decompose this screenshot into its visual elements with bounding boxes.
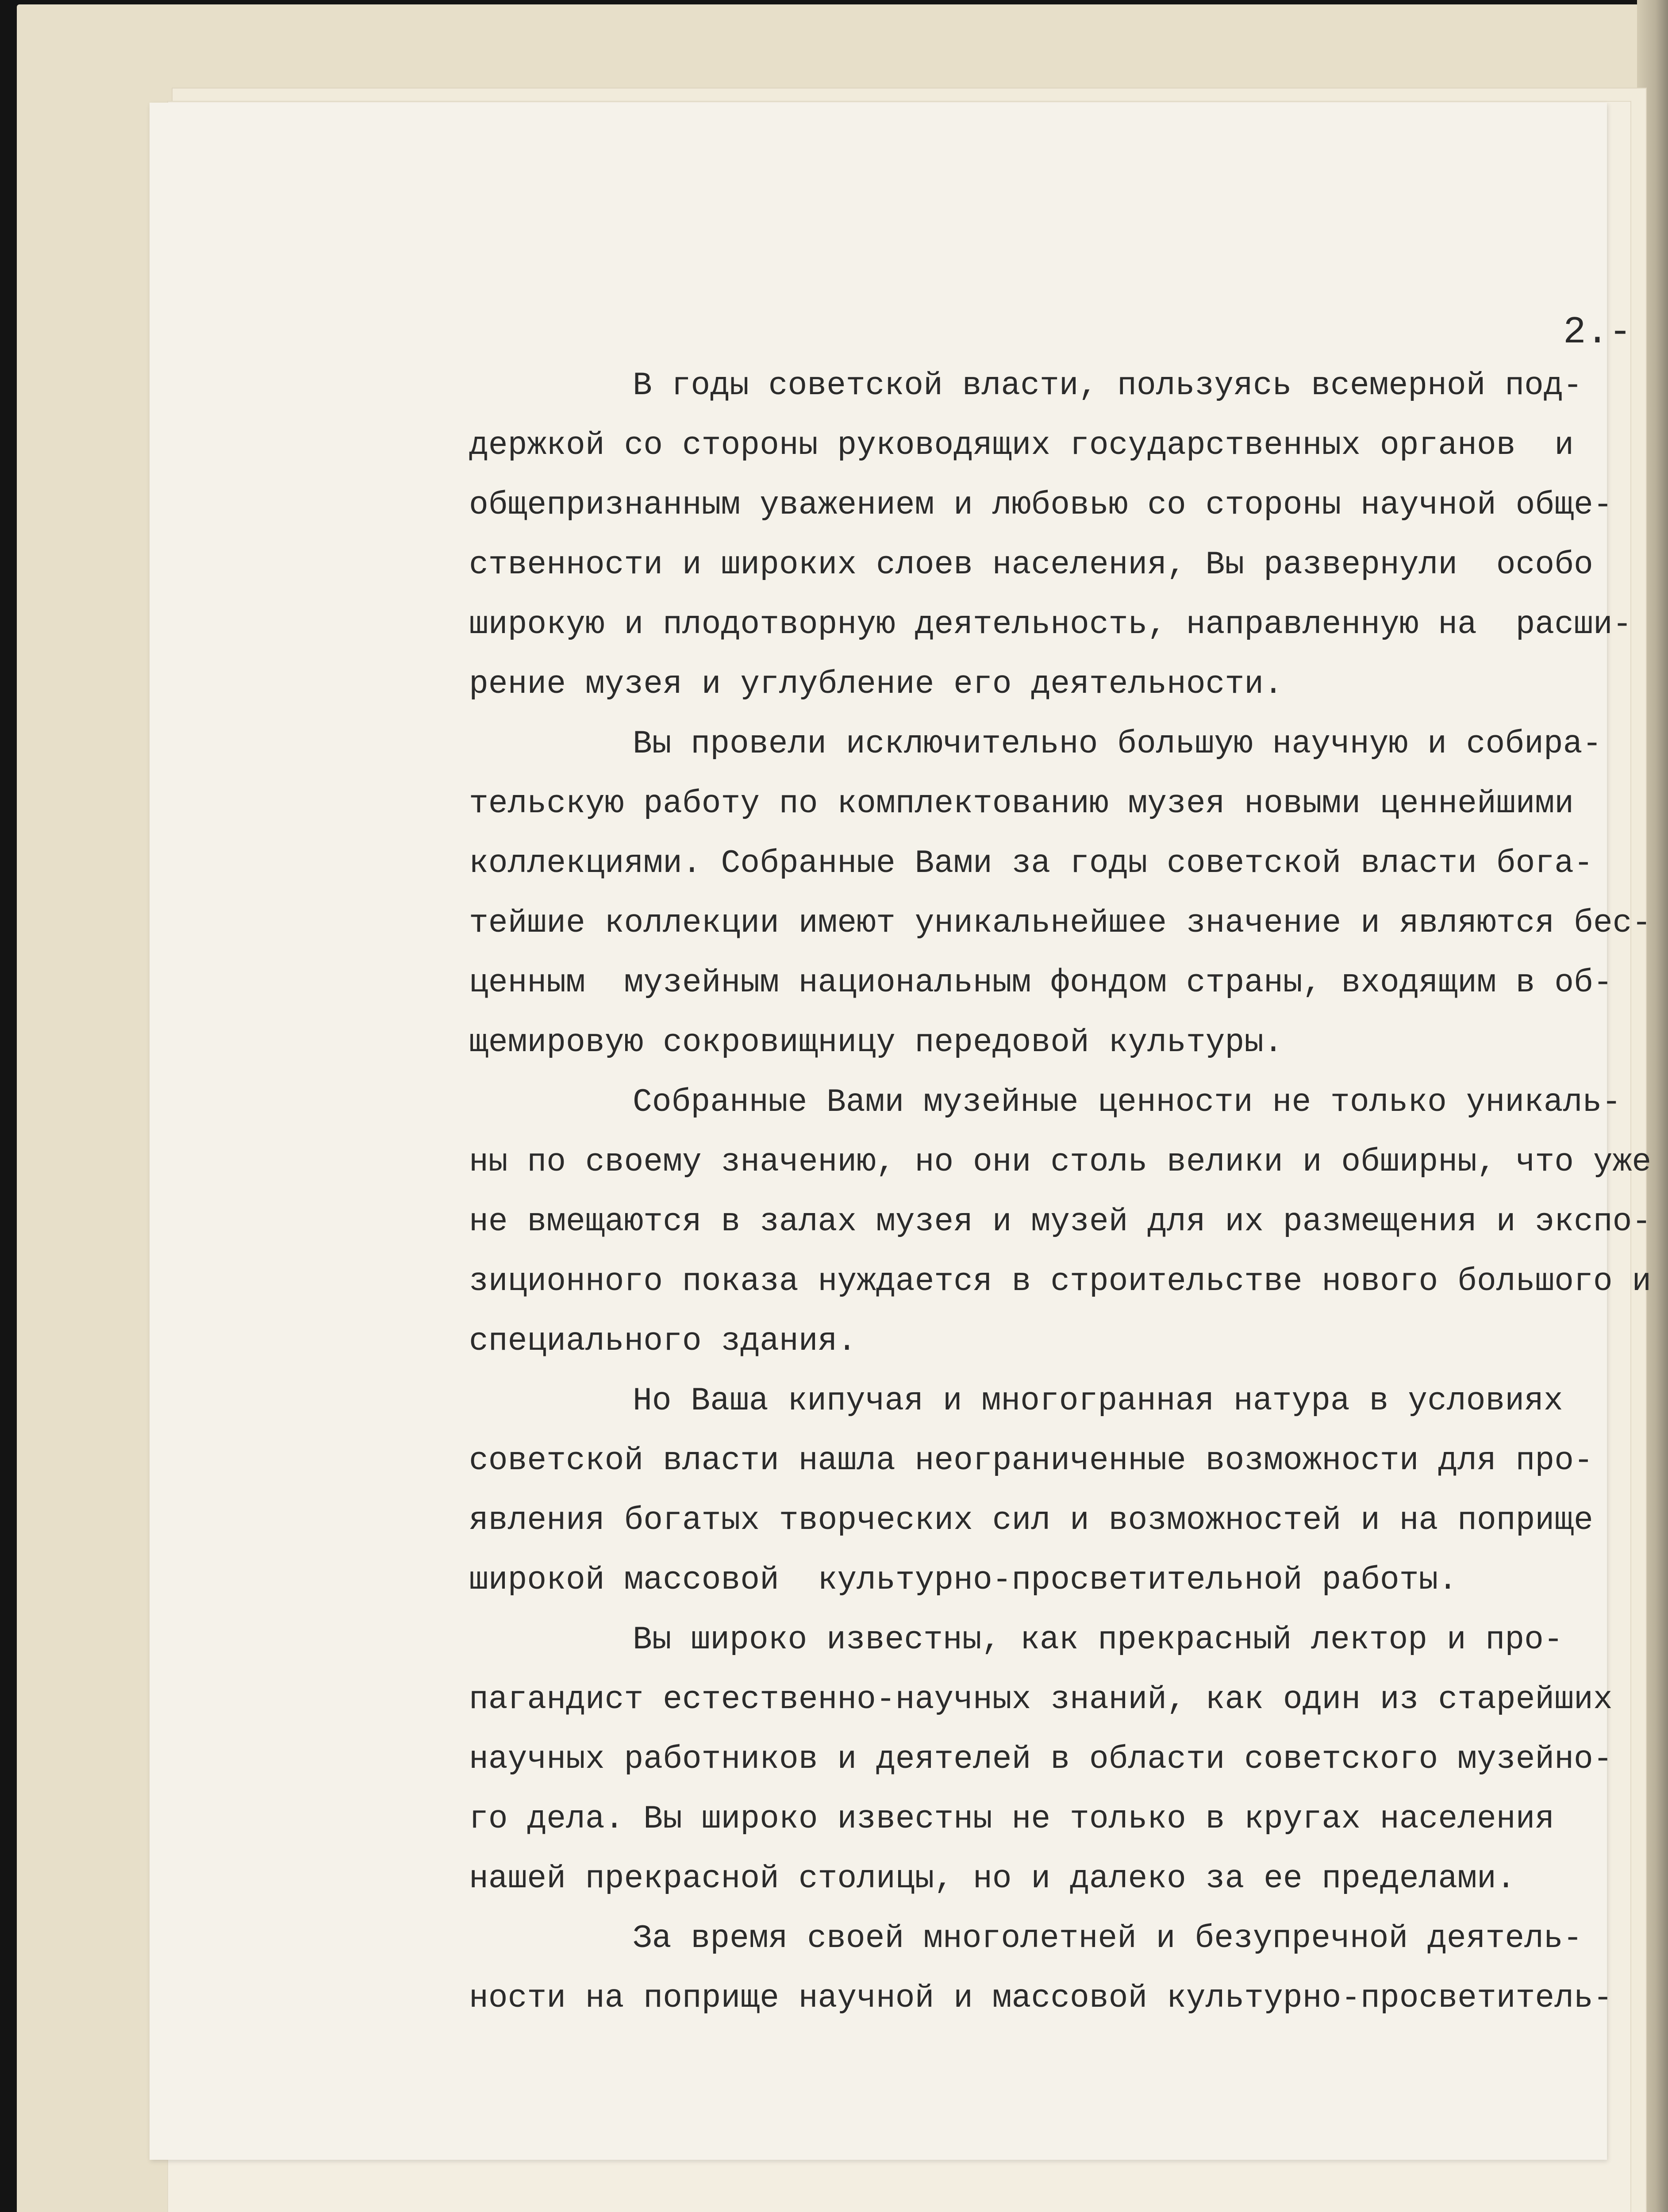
text-line: ственности и широких слоев населения, Вы развернули особо (469, 546, 1593, 583)
text-line: Вы широко известны, как прекрасный лектор и про- (633, 1621, 1563, 1658)
text-line: коллекциями. Собранные Вами за годы советской власти бога- (469, 845, 1593, 882)
text-line: Но Ваша кипучая и многогранная натура в условиях (633, 1382, 1563, 1419)
text-line: го дела. Вы широко известны не только в кругах населения (469, 1801, 1555, 1837)
text-line: тельскую работу по комплектованию музея новыми ценнейшими (469, 785, 1574, 822)
text-line: зиционного показа нуждается в строительстве нового большого и (469, 1263, 1652, 1300)
text-line: ны по своему значению, но они столь велики и обширны, что уже (469, 1144, 1652, 1180)
page-number: 2.- (1563, 311, 1632, 354)
text-line: За время своей многолетней и безупречной деятель- (633, 1920, 1583, 1957)
typed-page (150, 103, 1632, 2160)
text-line: специального здания. (469, 1323, 857, 1359)
text-line: рение музея и углубление его деятельности. (469, 666, 1283, 703)
text-line: общепризнанным уважением и любовью со стороны научной обще- (469, 487, 1613, 523)
text-line: ности на поприще научной и массовой культурно-просветитель- (469, 1980, 1613, 2016)
text-line: Вы провели исключительно большую научную и собира- (633, 726, 1602, 762)
text-line: явления богатых творческих сил и возможностей и на поприще (469, 1502, 1593, 1539)
text-line: В годы советской власти, пользуясь всемерной под- (633, 367, 1583, 404)
text-line: держкой со стороны руководящих государственных органов и (469, 427, 1574, 464)
text-line: широкую и плодотворную деятельность, направленную на расши- (469, 606, 1632, 643)
text-line: научных работников и деятелей в области советского музейно- (469, 1741, 1613, 1778)
text-line: нашей прекрасной столицы, но и далеко за ее пределами. (469, 1860, 1516, 1897)
text-line: широкой массовой культурно-просветительной работы. (469, 1562, 1458, 1598)
text-line: не вмещаются в залах музея и музей для их размещения и экспо- (469, 1203, 1652, 1240)
text-line: пагандист естественно-научных знаний, как один из старейших (469, 1681, 1613, 1718)
text-line: Собранные Вами музейные ценности не только уникаль- (633, 1084, 1622, 1121)
text-line: ценным музейным национальным фондом страны, входящим в об- (469, 964, 1613, 1001)
text-line: тейшие коллекции имеют уникальнейшее значение и являются бес- (469, 905, 1652, 941)
text-line: щемировую сокровищницу передовой культуры. (469, 1024, 1283, 1061)
text-line: советской власти нашла неограниченные возможности для про- (469, 1442, 1593, 1479)
